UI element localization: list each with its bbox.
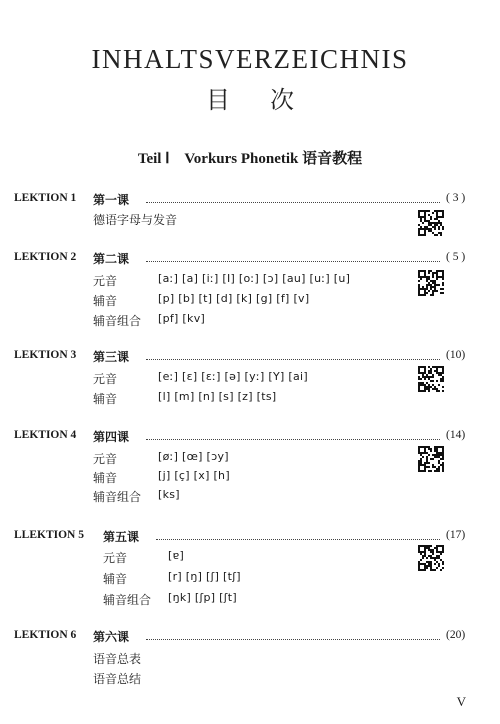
- lesson-title: 第一课: [93, 193, 130, 207]
- lesson-label: LEKTION 4: [14, 429, 77, 441]
- phonetic-list: [ŋk] [ʃp] [ʃt]: [168, 591, 237, 604]
- topic-label: 元音: [103, 551, 128, 565]
- phonetic-list: [r] [ŋ] [ʃ] [tʃ]: [168, 570, 241, 583]
- page-number: (14): [446, 429, 466, 441]
- topic-label: 辅音: [93, 471, 118, 485]
- topic-label: 辅音组合: [103, 593, 152, 607]
- lesson-label: LEKTION 1: [14, 192, 77, 204]
- topic-label: 辅音组合: [93, 314, 142, 328]
- topic-label: 德语字母与发音: [93, 213, 178, 227]
- teil-title: Vorkurs Phonetik: [184, 151, 299, 167]
- lesson-label: LEKTION 3: [14, 349, 77, 361]
- lesson-label: LLEKTION 5: [14, 529, 84, 541]
- topic-label: 辅音组合: [93, 490, 142, 504]
- topic-label: 辅音: [103, 572, 128, 586]
- leader-dots: [156, 539, 440, 540]
- phonetic-list: [ɐ]: [168, 549, 185, 562]
- leader-dots: [146, 261, 440, 262]
- topic-label: 元音: [93, 452, 118, 466]
- phonetic-list: [eː] [ɛ] [ɛː] [ə] [yː] [Y] [ai]: [158, 370, 308, 383]
- leader-dots: [146, 639, 440, 640]
- teil-title-zh: 语音教程: [302, 149, 363, 167]
- lesson-title: 第四课: [93, 430, 130, 444]
- qr-code-icon[interactable]: [418, 545, 444, 571]
- phonetic-list: [ks]: [158, 488, 180, 501]
- leader-dots: [146, 439, 440, 440]
- page-number: (17): [446, 529, 466, 541]
- phonetic-list: [aː] [a] [iː] [I] [oː] [ɔ] [au] [uː] [u]: [158, 272, 351, 285]
- page-number: ( 3 ): [446, 192, 466, 204]
- page-number: (10): [446, 349, 466, 361]
- lesson-label: LEKTION 6: [14, 629, 77, 641]
- phonetic-list: [pf] [kv]: [158, 312, 206, 325]
- qr-code-icon[interactable]: [418, 446, 444, 472]
- teil-label: Teil Ⅰ: [137, 151, 170, 167]
- topic-label: 语音总结: [93, 672, 142, 686]
- phonetic-list: [øː] [œ] [ɔy]: [158, 450, 229, 463]
- page-folio: V: [456, 694, 466, 709]
- lesson-title: 第三课: [93, 350, 130, 364]
- topic-label: 语音总表: [93, 652, 142, 666]
- topic-label: 元音: [93, 274, 118, 288]
- page-title-zh: 目次: [206, 86, 334, 114]
- leader-dots: [146, 359, 440, 360]
- lesson-title: 第二课: [93, 252, 130, 266]
- teil-heading: [0, 147, 500, 168]
- qr-code-icon[interactable]: [418, 270, 444, 296]
- lesson-label: LEKTION 2: [14, 251, 77, 263]
- phonetic-list: [p] [b] [t] [d] [k] [g] [f] [v]: [158, 292, 310, 305]
- phonetic-list: [j] [ç] [x] [h]: [158, 469, 230, 482]
- lesson-title: 第六课: [93, 630, 130, 644]
- phonetic-list: [l] [m] [n] [s] [z] [ts]: [158, 390, 277, 403]
- page-number: ( 5 ): [446, 251, 466, 263]
- lesson-title: 第五课: [103, 530, 140, 544]
- page-number: (20): [446, 629, 466, 641]
- leader-dots: [146, 202, 440, 203]
- topic-label: 辅音: [93, 294, 118, 308]
- topic-label: 辅音: [93, 392, 118, 406]
- qr-code-icon[interactable]: [418, 366, 444, 392]
- qr-code-icon[interactable]: [418, 210, 444, 236]
- topic-label: 元音: [93, 372, 118, 386]
- page-title: INHALTSVERZEICHNIS: [91, 44, 409, 74]
